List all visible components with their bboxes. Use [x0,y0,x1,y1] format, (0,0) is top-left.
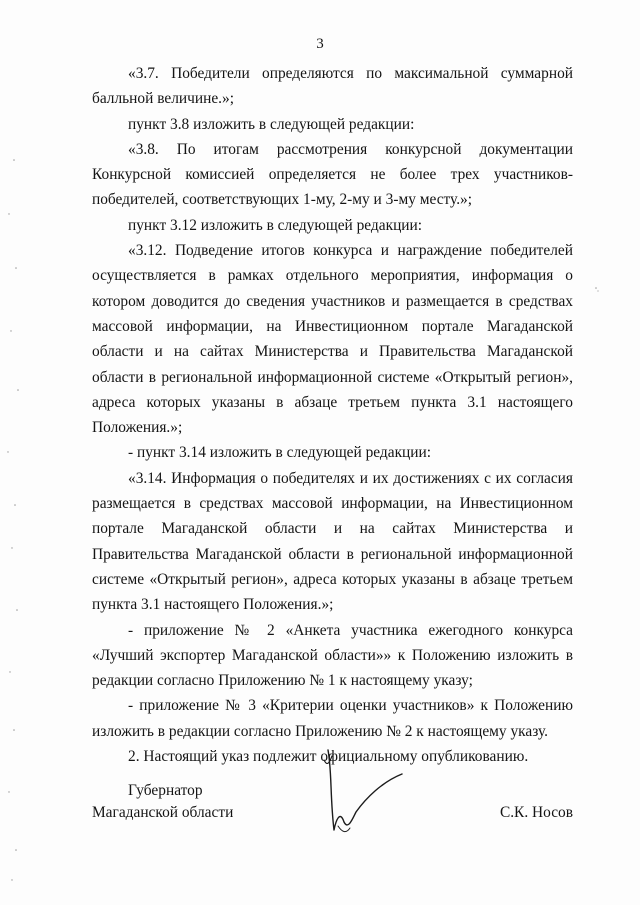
paragraph-amend-3-8: пункт 3.8 изложить в следующей редакции: [128,115,415,133]
paragraph-publication: 2. Настоящий указ подлежит официальному опубликованию. [128,748,529,766]
paragraph-amend-3-14: - пункт 3.14 изложить в следующей редакции: [128,444,432,462]
signatory-title: Губернатор [128,782,203,799]
paragraph-3-7: «3.7. Победители определяются по максимальной суммарной балльной величине.»; [92,65,573,108]
signatory-name: С.К. Носов [499,804,573,821]
paragraph-appendix-3: - приложение № 3 «Критерии оценки участников» к Положению изложить в редакции согласно Приложению № 2 к настоящему указу. [92,697,573,740]
page-number: 3 [316,36,324,52]
paragraph-appendix-2: - приложение № 2 «Анкета участника ежегодного конкурса «Лучший экспортер Магаданской области»» к Положению изложить в редакции согласно Приложению № 1 к настоящему указу; [92,621,573,690]
signatory-position [92,780,233,824]
paragraph-amend-3-12: пункт 3.12 изложить в следующей редакции: [128,216,423,234]
signatory-region: Магаданской области [92,804,234,821]
paragraph-3-14: «3.14. Информация о победителях и их достижениях с их согласия размещается в средствах массовой информации, на Инвестиционном портале Магаданской области и на сайтах Министерства и Правительства Магаданской области в региональной информационной системе «Открытый регион», адреса которых указаны в абзаце третьем пункта 3.1 настоящего Положения.»; [92,469,573,614]
paragraph-3-12: «3.12. Подведение итогов конкурса и награждение победителей осуществляется в рамках отдельного мероприятия, информация о котором доводится до сведения участников и размещается в средствах массовой информации, на Инвестиционном портале Магаданской области и на сайтах Министерства и Правительства Магаданской области в региональной информационной системе «Открытый регион», адреса которых указаны в абзаце третьем пункта 3.1 настоящего Положения.»; [92,242,573,437]
document-body [92,61,573,769]
paragraph-3-8: «3.8. По итогам рассмотрения конкурсной документации Конкурсной комиссией определяется не более трех участников-победителей, соответствующих 1-му, 2-му и 3-му месту.»; [92,140,573,209]
signature-block [92,780,573,860]
